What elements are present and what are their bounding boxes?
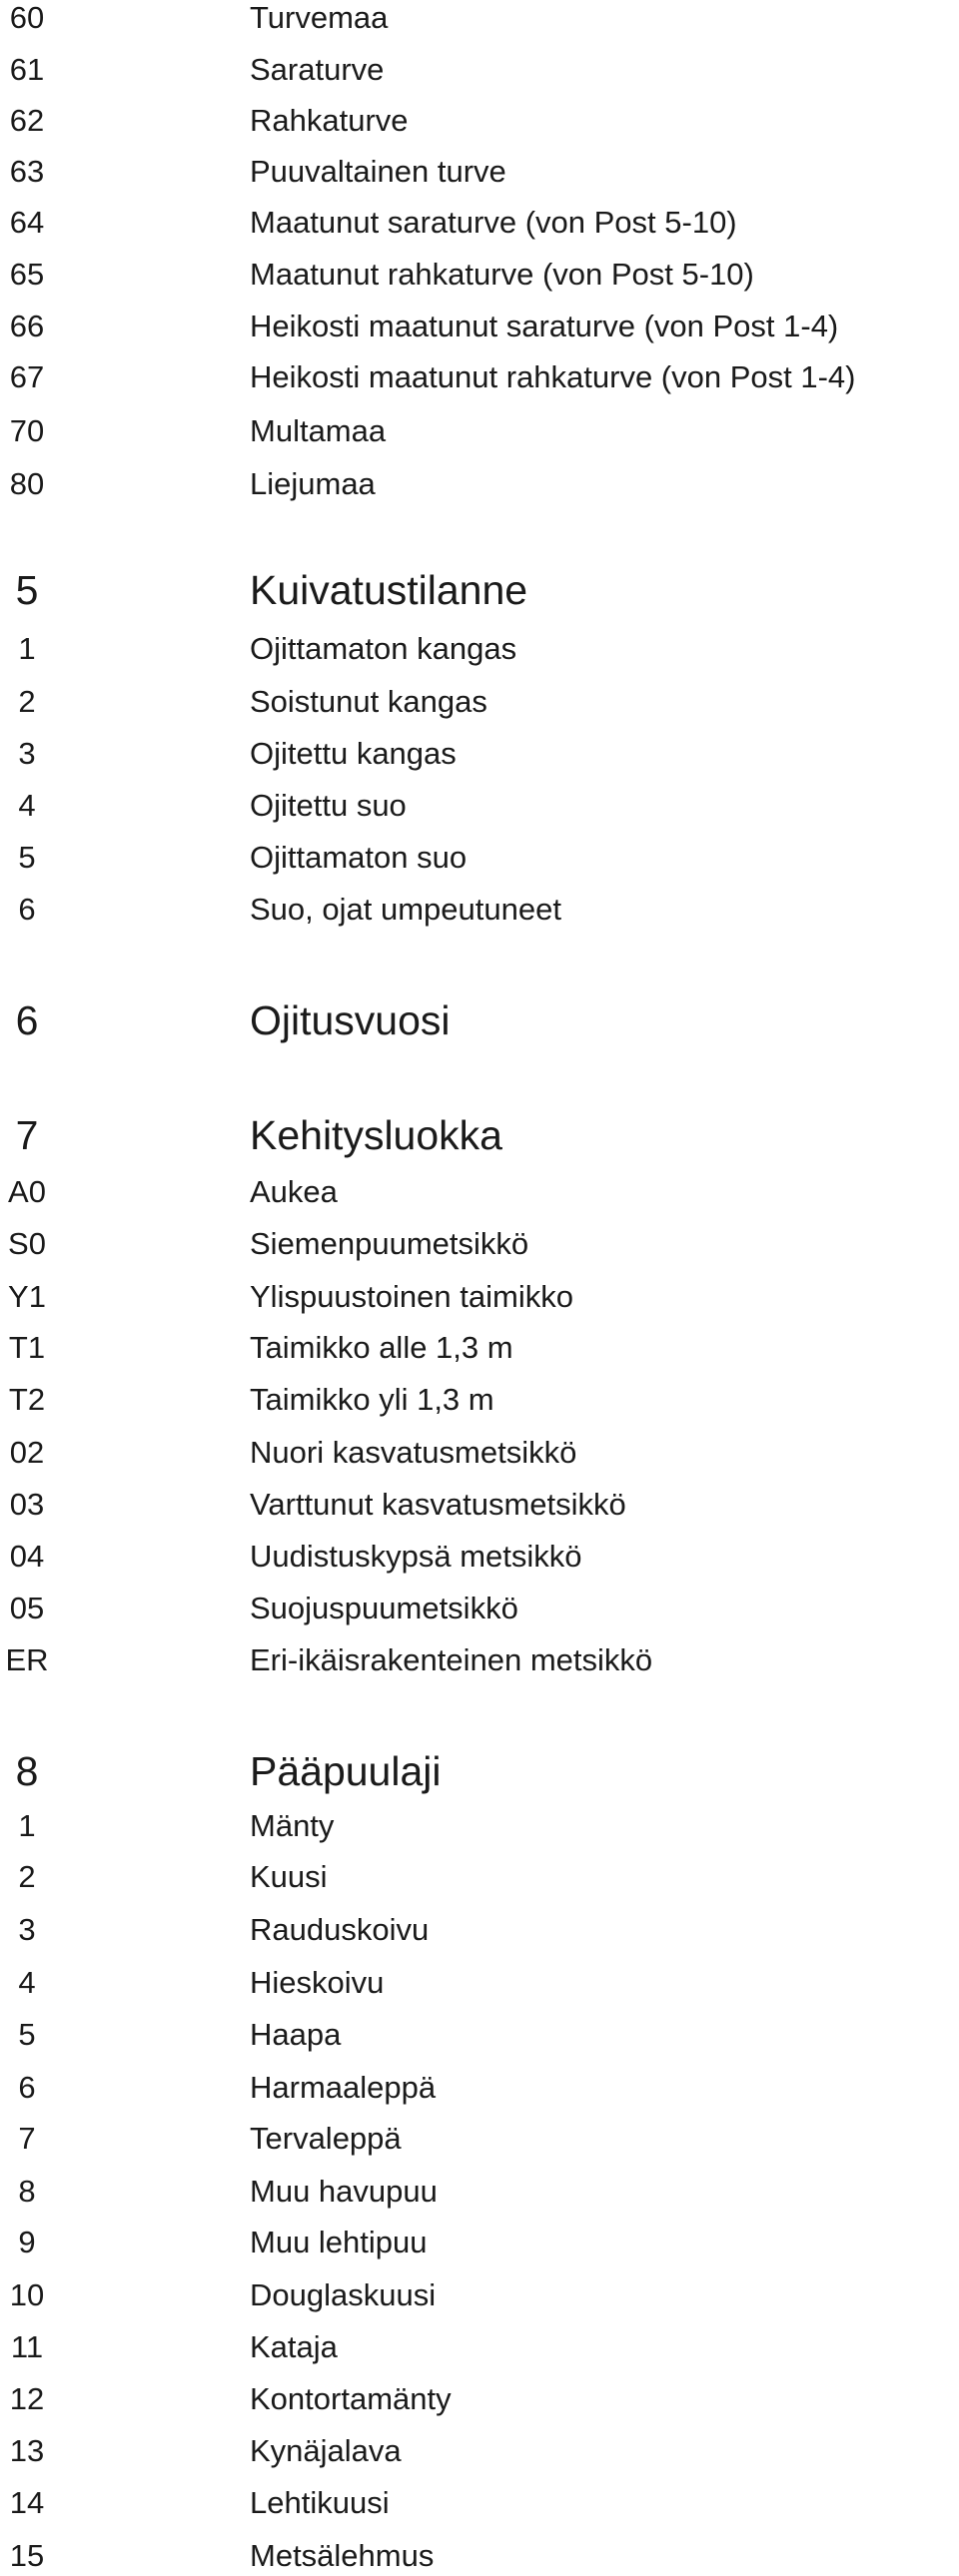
section-number: 6 (15, 997, 39, 1043)
code-row (0, 1277, 959, 1317)
section-heading (0, 1747, 959, 1795)
code-row (0, 2483, 959, 2523)
code-value: 1 (18, 631, 36, 666)
code-row (0, 1380, 959, 1420)
code-value: 14 (9, 2485, 45, 2520)
code-value: 63 (9, 154, 45, 189)
code-value: 03 (9, 1487, 45, 1522)
code-label: Taimikko yli 1,3 m (250, 1382, 494, 1417)
code-label: Ojitettu kangas (250, 736, 457, 771)
code-label: Harmaaleppä (250, 2070, 437, 2105)
code-row (0, 203, 959, 243)
section-title: Ojitusvuosi (250, 997, 451, 1043)
code-row (0, 2015, 959, 2055)
code-label: Haapa (250, 2017, 342, 2052)
code-label: Multamaa (250, 413, 387, 448)
code-value: 4 (18, 1965, 36, 2000)
code-label: Kataja (250, 2329, 338, 2364)
code-row (0, 307, 959, 346)
code-value: ER (5, 1642, 49, 1677)
code-row (0, 0, 959, 38)
code-label: Tervaleppä (250, 2121, 402, 2156)
code-value: 6 (18, 892, 36, 927)
code-row (0, 357, 959, 397)
code-row (0, 152, 959, 192)
code-row (0, 1910, 959, 1950)
code-value: 4 (18, 788, 36, 823)
code-row (0, 50, 959, 90)
code-row (0, 1537, 959, 1577)
code-label: Eri-ikäisrakenteinen metsikkö (250, 1642, 653, 1677)
section-number: 8 (15, 1748, 39, 1794)
code-value: 13 (9, 2433, 45, 2468)
code-value: 02 (9, 1435, 45, 1470)
code-value: 8 (18, 2174, 36, 2209)
code-row (0, 1857, 959, 1897)
section-title: Kehitysluokka (250, 1112, 502, 1158)
section-heading (0, 566, 959, 614)
code-value: 9 (18, 2225, 36, 2259)
section-number: 7 (15, 1112, 39, 1158)
code-label: Suo, ojat umpeutuneet (250, 892, 561, 927)
code-value: 80 (9, 466, 45, 501)
code-row (0, 2327, 959, 2367)
code-value: 1 (18, 1808, 36, 1843)
code-label: Saraturve (250, 52, 385, 87)
code-label: Maatunut saraturve (von Post 5-10) (250, 205, 737, 240)
code-value: 3 (18, 736, 36, 771)
code-label: Kontortamänty (250, 2381, 452, 2416)
code-row (0, 1224, 959, 1264)
code-value: 67 (9, 359, 45, 394)
code-value: 04 (9, 1539, 45, 1574)
code-row (0, 1172, 959, 1212)
code-label: Puuvaltainen turve (250, 154, 506, 189)
code-label: Metsälehmus (250, 2538, 435, 2573)
code-value: 7 (18, 2121, 36, 2156)
code-value: 2 (18, 1859, 36, 1894)
code-value: 5 (18, 840, 36, 875)
code-value: Y1 (8, 1279, 46, 1314)
code-row (0, 2431, 959, 2471)
code-label: Taimikko alle 1,3 m (250, 1330, 513, 1365)
code-label: Maatunut rahkaturve (von Post 5-10) (250, 257, 754, 292)
code-label: Mänty (250, 1808, 335, 1843)
code-label: Ojittamaton kangas (250, 631, 517, 666)
code-label: Rauduskoivu (250, 1912, 430, 1947)
code-row (0, 629, 959, 669)
code-value: 10 (9, 2277, 45, 2312)
code-row (0, 464, 959, 504)
section-title: Pääpuulaji (250, 1748, 442, 1794)
code-value: 65 (9, 257, 45, 292)
code-label: Turvemaa (250, 0, 389, 35)
code-row (0, 1485, 959, 1525)
code-value: 66 (9, 309, 45, 343)
code-label: Aukea (250, 1174, 338, 1209)
code-label: Rahkaturve (250, 103, 409, 138)
code-row (0, 734, 959, 774)
code-label: Ylispuustoinen taimikko (250, 1279, 573, 1314)
code-row (0, 2379, 959, 2419)
code-row (0, 1328, 959, 1368)
code-row (0, 838, 959, 878)
code-label: Muu havupuu (250, 2174, 438, 2209)
code-row (0, 682, 959, 722)
code-row (0, 101, 959, 141)
code-value: 70 (9, 413, 45, 448)
code-label: Hieskoivu (250, 1965, 385, 2000)
code-row (0, 2223, 959, 2262)
code-value: 61 (9, 52, 45, 87)
code-value: 2 (18, 684, 36, 719)
code-label: Douglaskuusi (250, 2277, 437, 2312)
code-row (0, 1640, 959, 1680)
code-value: 6 (18, 2070, 36, 2105)
code-value: 15 (9, 2538, 45, 2573)
code-label: Kynäjalava (250, 2433, 402, 2468)
code-label: Siemenpuumetsikkö (250, 1226, 529, 1261)
code-row (0, 411, 959, 451)
code-row (0, 1433, 959, 1473)
code-row (0, 890, 959, 930)
code-row (0, 786, 959, 826)
code-label: Heikosti maatunut saraturve (von Post 1-4) (250, 309, 839, 343)
code-row (0, 2275, 959, 2315)
code-label: Ojitettu suo (250, 788, 407, 823)
code-value: 62 (9, 103, 45, 138)
code-label: Varttunut kasvatusmetsikkö (250, 1487, 626, 1522)
code-label: Uudistuskypsä metsikkö (250, 1539, 582, 1574)
code-value: 05 (9, 1591, 45, 1625)
section-number: 5 (15, 567, 39, 613)
code-label: Soistunut kangas (250, 684, 487, 719)
code-label: Lehtikuusi (250, 2485, 390, 2520)
code-value: 64 (9, 205, 45, 240)
code-row (0, 1963, 959, 2003)
section-title: Kuivatustilanne (250, 567, 528, 613)
code-value: S0 (8, 1226, 46, 1261)
section-heading (0, 1111, 959, 1159)
code-label: Nuori kasvatusmetsikkö (250, 1435, 577, 1470)
code-label: Heikosti maatunut rahkaturve (von Post 1-4) (250, 359, 856, 394)
code-value: A0 (8, 1174, 46, 1209)
code-label: Muu lehtipuu (250, 2225, 428, 2259)
code-label: Kuusi (250, 1859, 328, 1894)
code-label: Ojittamaton suo (250, 840, 468, 875)
section-heading (0, 996, 959, 1044)
code-row (0, 1806, 959, 1846)
code-row (0, 2536, 959, 2576)
code-row (0, 1589, 959, 1628)
code-value: 12 (9, 2381, 45, 2416)
code-value: 5 (18, 2017, 36, 2052)
code-row (0, 2068, 959, 2108)
code-row (0, 2172, 959, 2212)
code-label: Liejumaa (250, 466, 376, 501)
code-label: Suojuspuumetsikkö (250, 1591, 518, 1625)
code-row (0, 255, 959, 295)
code-value: 60 (9, 0, 45, 35)
code-row (0, 2119, 959, 2159)
code-value: 11 (10, 2329, 44, 2364)
code-value: 3 (18, 1912, 36, 1947)
code-value: T2 (8, 1382, 46, 1417)
code-value: T1 (8, 1330, 46, 1365)
